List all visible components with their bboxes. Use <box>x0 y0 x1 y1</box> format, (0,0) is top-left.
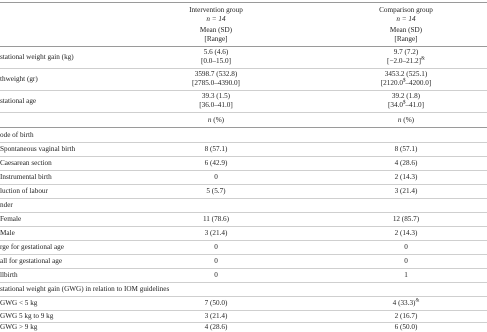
g1-value: 11 (78.6) <box>202 215 230 223</box>
g2-mean: 3453.2 (525.1) <box>384 70 428 78</box>
g2-mean: 9.7 (7.2) <box>393 48 419 56</box>
g1-mean: 3598.7 (532.8) <box>194 70 238 78</box>
g2-value: 12 (85.7) <box>392 215 420 223</box>
group1-title: Intervention group <box>189 6 243 14</box>
row-label: luction of labour <box>0 187 48 195</box>
row-rule <box>0 184 487 185</box>
row-rule <box>0 142 487 143</box>
group1-n: n = 14 <box>206 15 226 23</box>
group2-range: [Range] <box>394 35 418 43</box>
g2-value: 2 (14.3) <box>394 173 418 181</box>
subheader-g2: n (%) <box>397 116 415 124</box>
g2-value: 4 (28.6) <box>394 159 418 167</box>
g1-value: 0 <box>214 173 218 181</box>
row-label: Instrumental birth <box>0 173 52 181</box>
row-label: Caesarean section <box>0 159 52 167</box>
row-rule <box>0 112 487 113</box>
row-label: stational weight gain (GWG) in relation to IOM guidelines <box>0 285 170 293</box>
g2-range: [34.0$–41.0] <box>387 100 425 109</box>
row-label: stational weight gain (kg) <box>0 53 74 61</box>
group2-stat: Mean (SD) <box>389 26 423 34</box>
g1-value: 8 (57.1) <box>204 145 228 153</box>
g1-range: [2785.0–4390.0] <box>192 79 240 87</box>
g1-range: [0.0–15.0] <box>201 57 231 65</box>
g2-value: 3 (21.4) <box>394 187 418 195</box>
g1-value: 0 <box>214 243 218 251</box>
row-rule <box>0 170 487 171</box>
g1-value: 0 <box>214 271 218 279</box>
g2-range: [2120.0$–4200.0] <box>380 78 432 87</box>
row-label: all for gestational age <box>0 257 63 265</box>
g1-value: 0 <box>214 257 218 265</box>
g2-value: 4 (33.3)& <box>392 298 420 307</box>
row-rule <box>0 254 487 255</box>
group1-stat: Mean (SD) <box>199 26 233 34</box>
group2-n: n = 14 <box>396 15 416 23</box>
row-rule <box>0 310 487 311</box>
group1-range: [Range] <box>204 35 228 43</box>
g1-range: [36.0–41.0] <box>199 101 233 109</box>
row-rule <box>0 90 487 91</box>
g1-value: 5 (5.7) <box>206 187 226 195</box>
row-rule <box>0 226 487 227</box>
row-label: stational age <box>0 97 37 105</box>
group2-title: Comparison group <box>379 6 433 14</box>
g2-value: 2 (16.7) <box>394 312 418 320</box>
g2-value: 0 <box>404 243 408 251</box>
row-label: GWG > 9 kg <box>0 323 38 331</box>
subheader-g1: n (%) <box>207 116 225 124</box>
table-top-rule <box>0 2 487 3</box>
row-label: Male <box>0 229 15 237</box>
g2-value: 6 (50.0) <box>394 323 418 331</box>
row-rule <box>0 68 487 69</box>
row-label: thweight (gr) <box>0 75 38 83</box>
row-rule <box>0 296 487 297</box>
row-rule <box>0 198 487 199</box>
g1-mean: 39.3 (1.5) <box>201 92 231 100</box>
g2-value: 2 (14.3) <box>394 229 418 237</box>
g1-mean: 5.6 (4.6) <box>203 48 229 56</box>
g2-range: [−2.0–21.2]& <box>387 56 425 65</box>
g1-value: 3 (21.4) <box>204 312 228 320</box>
header-rule <box>0 46 487 47</box>
row-label: ode of birth <box>0 131 34 139</box>
row-label: llbirth <box>0 271 18 279</box>
g1-value: 3 (21.4) <box>204 229 228 237</box>
subheader-rule <box>0 127 487 128</box>
row-label: Female <box>0 215 22 223</box>
g1-value: 4 (28.6) <box>204 323 228 331</box>
row-label: GWG 5 kg to 9 kg <box>0 312 54 320</box>
g1-value: 7 (50.0) <box>204 299 228 307</box>
row-rule <box>0 282 487 283</box>
row-rule <box>0 268 487 269</box>
g1-value: 6 (42.9) <box>204 159 228 167</box>
row-rule <box>0 212 487 213</box>
row-label: Spontaneous vaginal birth <box>0 145 76 153</box>
row-label: GWG < 5 kg <box>0 299 38 307</box>
row-rule <box>0 240 487 241</box>
g2-value: 8 (57.1) <box>394 145 418 153</box>
g2-mean: 39.2 (1.8) <box>391 92 421 100</box>
g2-value: 0 <box>404 257 408 265</box>
row-label: nder <box>0 201 13 209</box>
row-label: rge for gestational age <box>0 243 64 251</box>
g2-value: 1 <box>404 271 408 279</box>
row-rule <box>0 156 487 157</box>
